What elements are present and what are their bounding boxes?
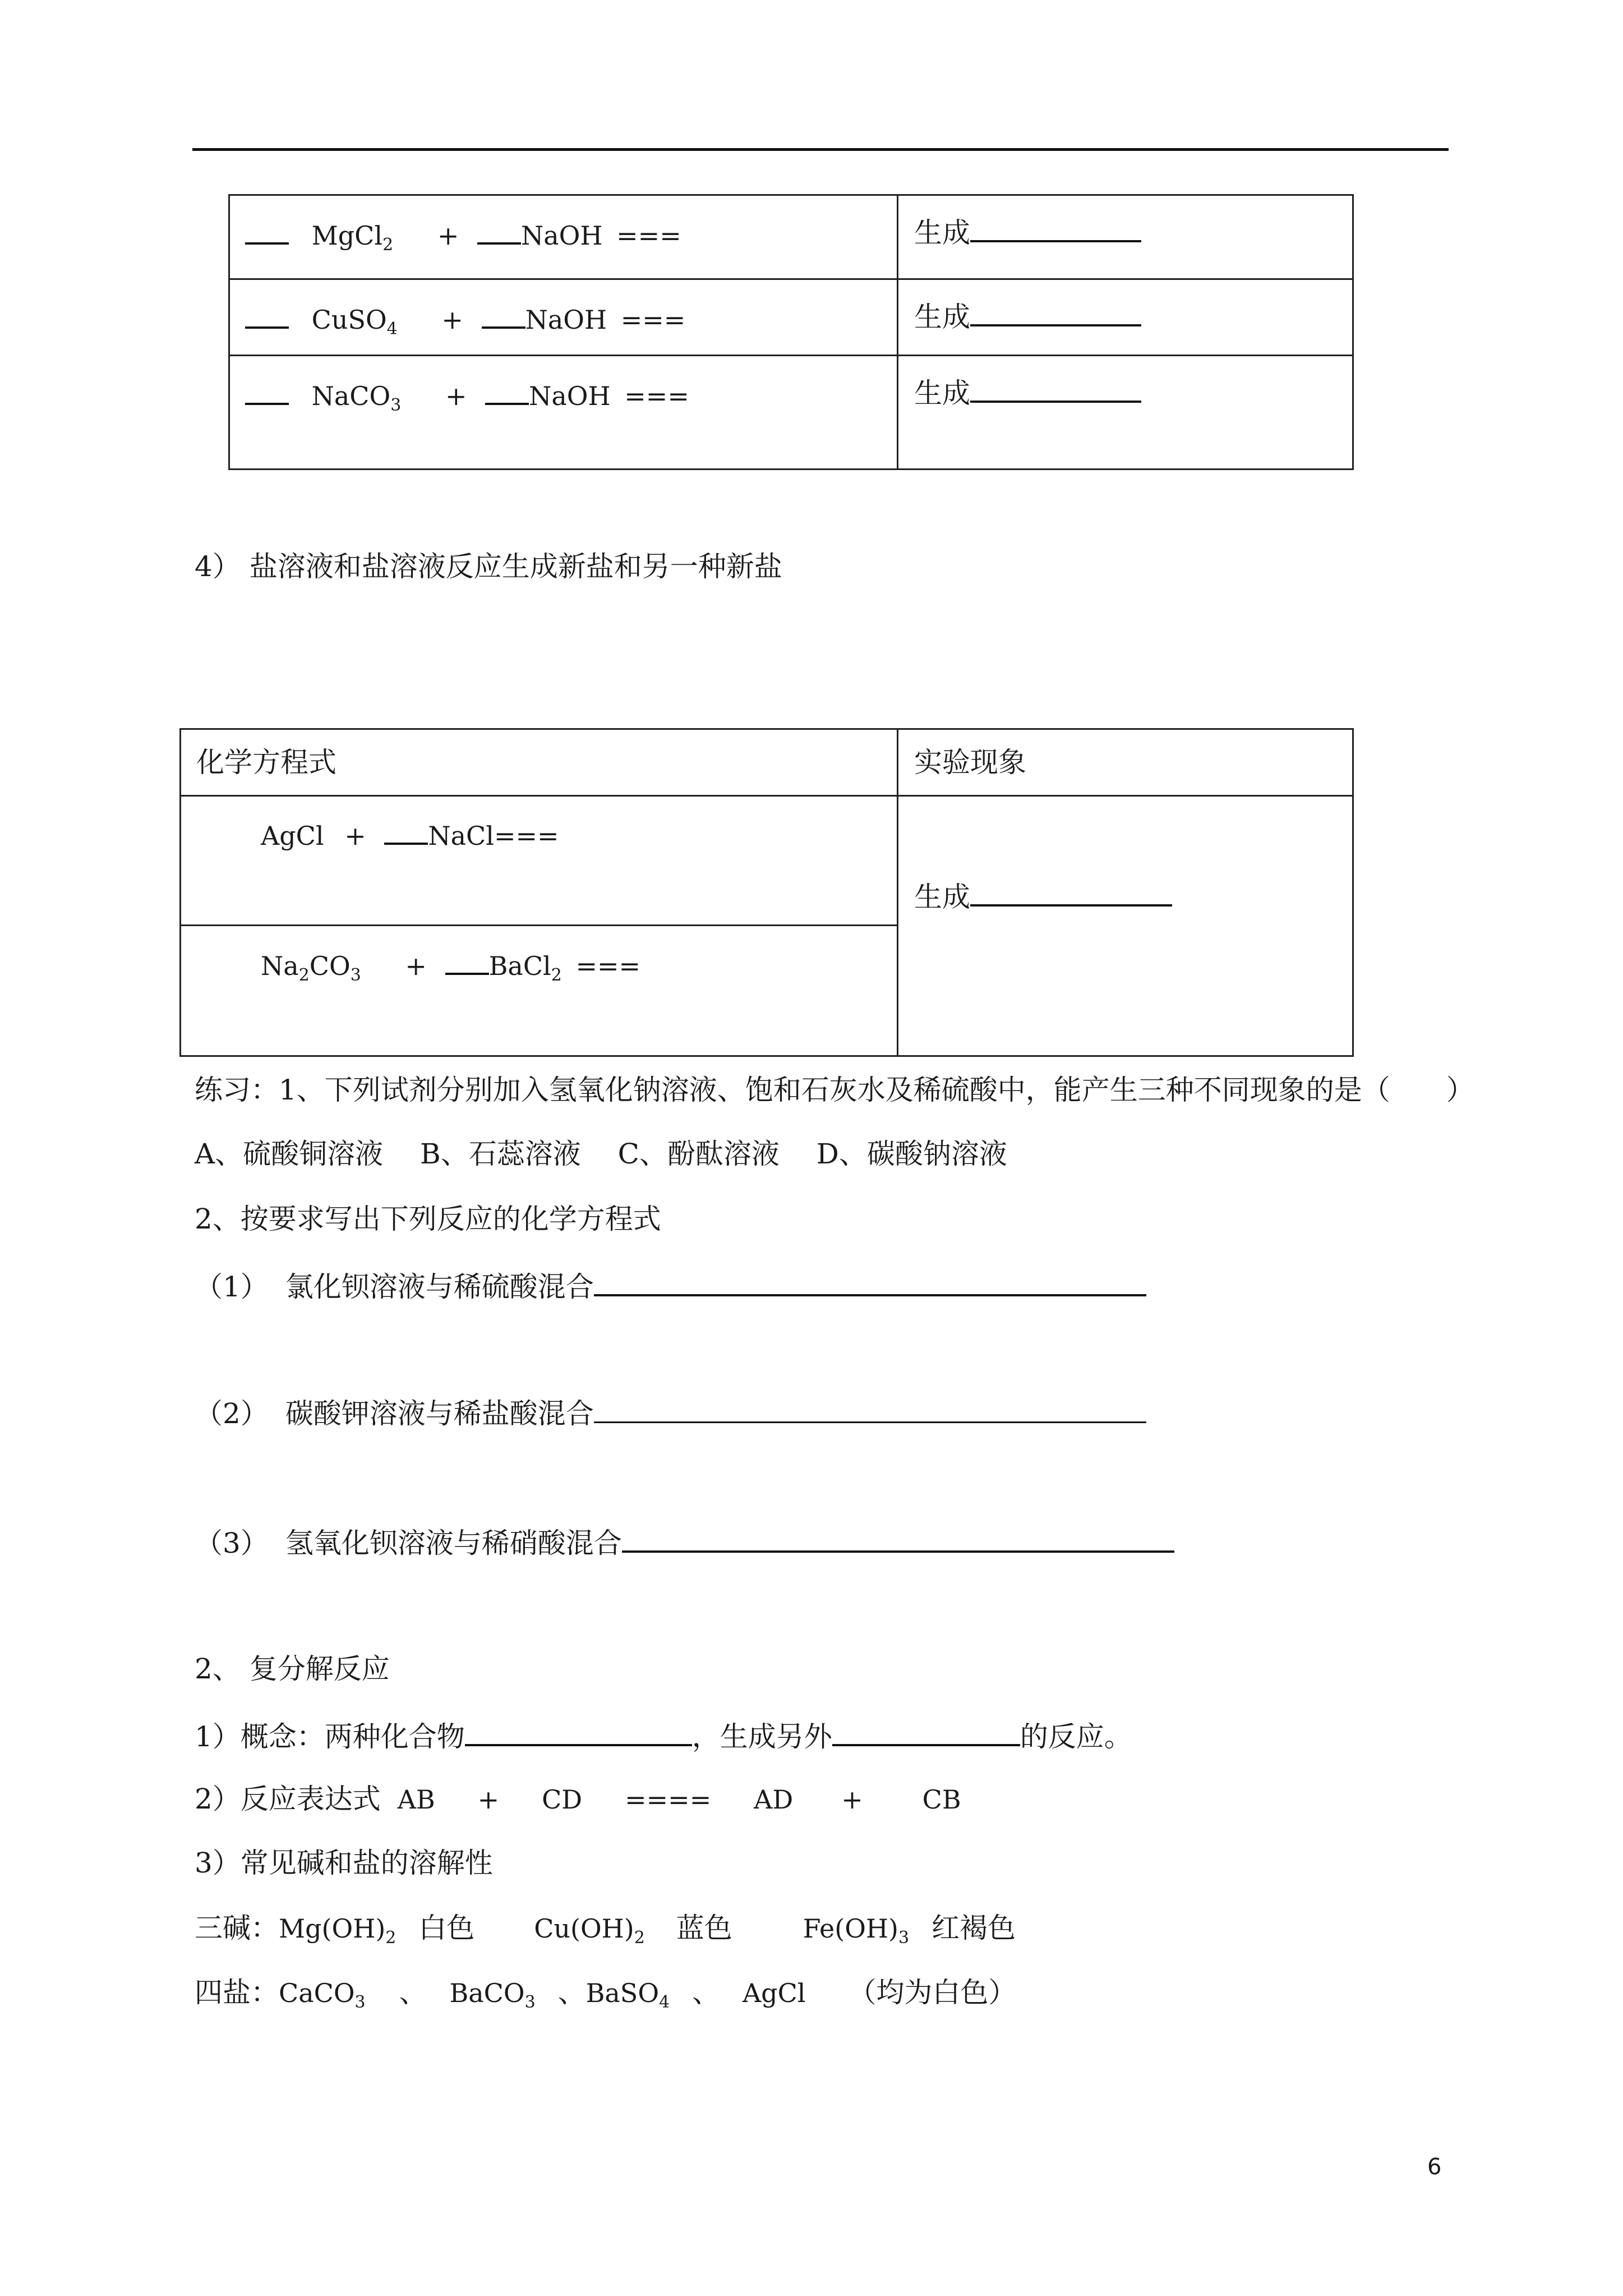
equation-row-3: NaCO$_3$ + NaOH === bbox=[245, 378, 689, 414]
answer-blank[interactable] bbox=[970, 880, 1172, 907]
answer-line[interactable] bbox=[622, 1526, 1174, 1553]
coefficient-blank[interactable] bbox=[445, 948, 489, 975]
answer-line[interactable] bbox=[594, 1269, 1146, 1296]
coefficient-blank[interactable] bbox=[245, 218, 289, 245]
coefficient-blank[interactable] bbox=[384, 818, 428, 845]
equation-agcl: AgCl + NaCl=== bbox=[261, 818, 559, 849]
page-number: 6 bbox=[1427, 2154, 1442, 2180]
equation-row-1: MgCl$_2$ + NaOH === bbox=[245, 218, 681, 254]
answer-blank[interactable] bbox=[832, 1719, 1020, 1746]
coefficient-blank[interactable] bbox=[482, 302, 525, 329]
phenomenon-row-2: 生成 bbox=[914, 300, 1141, 331]
exercise-options: A、硫酸铜溶液 B、石蕊溶液 C、酚酞溶液 D、碳酸钠溶液 bbox=[195, 1138, 1007, 1170]
exercise-item-1: （1） 氯化钡溶液与稀硫酸混合 bbox=[195, 1269, 1146, 1301]
table-cell bbox=[179, 924, 898, 1057]
header-phenomenon: 实验现象 bbox=[914, 746, 1026, 779]
metathesis-heading: 2、 复分解反应 bbox=[195, 1653, 390, 1685]
coefficient-blank[interactable] bbox=[245, 378, 289, 405]
exercise-question-2: 2、按要求写出下列反应的化学方程式 bbox=[195, 1203, 661, 1235]
exercise-item-2: （2） 碳酸钾溶液与稀盐酸混合 bbox=[195, 1397, 1146, 1428]
coefficient-blank[interactable] bbox=[245, 302, 289, 329]
exercise-question-1: 练习：1、下列试剂分别加入氢氧化钠溶液、饱和石灰水及稀硫酸中，能产生三种不同现象的是（ ） bbox=[195, 1074, 1474, 1106]
coefficient-blank[interactable] bbox=[477, 218, 521, 245]
answer-blank[interactable] bbox=[970, 215, 1141, 242]
phenomenon-merged: 生成 bbox=[914, 880, 1172, 911]
header-rule bbox=[192, 148, 1449, 151]
section-heading: 4） 盐溶液和盐溶液反应生成新盐和另一种新盐 bbox=[195, 550, 782, 583]
answer-blank[interactable] bbox=[970, 376, 1141, 403]
exercise-item-3: （3） 氢氧化钡溶液与稀硝酸混合 bbox=[195, 1526, 1174, 1557]
phenomenon-row-3: 生成 bbox=[914, 376, 1141, 407]
coefficient-blank[interactable] bbox=[485, 378, 529, 405]
equation-na2co3: $Na_2CO_3$ + BaCl$_2$ === bbox=[261, 948, 640, 984]
phenomenon-row-1: 生成 bbox=[914, 215, 1141, 247]
table-cell bbox=[897, 795, 1354, 1057]
table-cell bbox=[179, 795, 898, 926]
three-bases-line: 三碱：$Mg(OH)_2$ 白色 $Cu(OH)_2$ 蓝色 $Fe(OH)_3$ 红褐色 bbox=[195, 1912, 1016, 1948]
answer-line[interactable] bbox=[594, 1397, 1146, 1423]
header-equation: 化学方程式 bbox=[196, 746, 336, 779]
expression-line: 2）反应表达式 AB + CD ==== AD + CB bbox=[195, 1783, 961, 1815]
table-cell bbox=[897, 355, 1354, 470]
answer-blank[interactable] bbox=[970, 300, 1141, 326]
answer-blank[interactable] bbox=[465, 1719, 692, 1746]
solubility-heading: 3）常见碱和盐的溶解性 bbox=[195, 1847, 493, 1879]
equation-row-2: CuSO$_4$ + NaOH === bbox=[245, 302, 685, 338]
four-salts-line: 四盐：CaCO$_3$ 、 BaCO$_3$ 、BaSO$_4$ 、 AgCl （均为白色） bbox=[195, 1976, 1017, 2012]
concept-line: 1）概念：两种化合物 ，生成另外 的反应。 bbox=[195, 1720, 1132, 1753]
